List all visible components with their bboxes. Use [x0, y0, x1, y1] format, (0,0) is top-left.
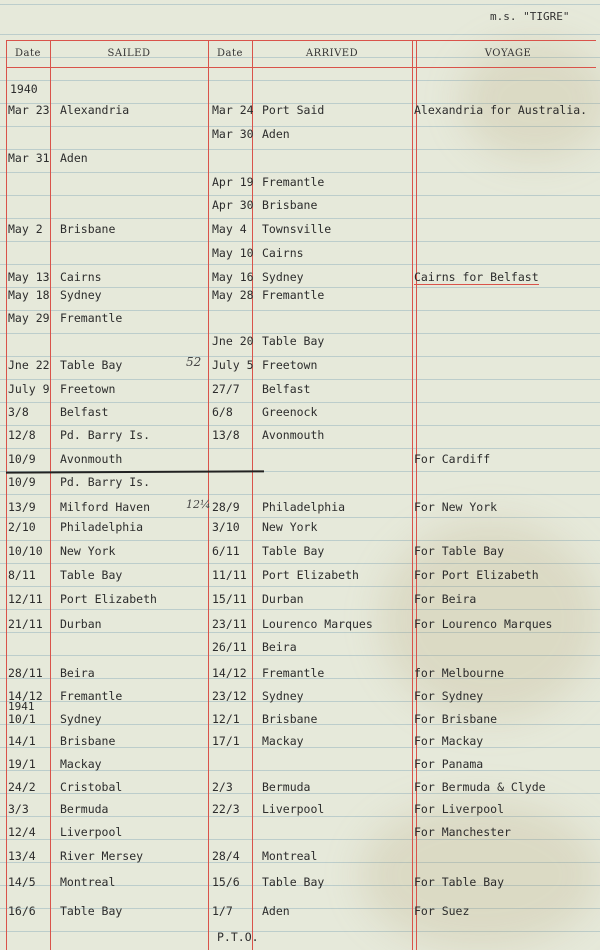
sailed-port: Fremantle	[60, 689, 123, 703]
arrived-date: 13/8	[212, 428, 240, 442]
sailed-port: Avonmouth	[60, 452, 123, 466]
voyage-note: For Panama	[414, 757, 484, 771]
voyage-note: For Liverpool	[414, 802, 505, 816]
sailed-date: 13/9	[8, 500, 36, 514]
year-label: 1941	[8, 700, 35, 713]
table-row	[0, 544, 600, 564]
arrived-date: 26/11	[212, 640, 247, 654]
arrived-date: 15/6	[212, 875, 240, 889]
sailed-port: Sydney	[60, 712, 102, 726]
sailed-port: Pd. Barry Is.	[60, 475, 151, 489]
table-row	[0, 666, 600, 686]
voyage-note: Alexandria for Australia.	[414, 103, 588, 117]
arrived-date: 1/7	[212, 904, 233, 918]
sailed-port: Liverpool	[60, 825, 123, 839]
voyage-note: For Table Bay	[414, 875, 505, 889]
arrived-date: Mar 24	[212, 103, 254, 117]
arrived-date: 3/10	[212, 520, 240, 534]
arrived-port: Mackay	[262, 734, 304, 748]
arrived-date: 28/9	[212, 500, 240, 514]
sailed-date: 10/1	[8, 712, 36, 726]
header-bottom-rule	[6, 67, 596, 68]
sailed-port: River Mersey	[60, 849, 144, 863]
arrived-port: Table Bay	[262, 875, 325, 889]
table-row	[0, 475, 600, 495]
sailed-port: Table Bay	[60, 904, 123, 918]
arrived-port: Sydney	[262, 270, 304, 284]
sailed-port: Milford Haven	[60, 500, 151, 514]
table-row	[0, 825, 600, 845]
sailed-port: Brisbane	[60, 222, 116, 236]
header-arrived: ARRIVED	[305, 48, 359, 59]
arrived-date: Jne 20	[212, 334, 254, 348]
table-row	[0, 568, 600, 588]
arrived-date: Apr 19	[212, 175, 254, 189]
header-date-sailed: Date	[15, 48, 41, 59]
sailed-date: 28/11	[8, 666, 43, 680]
sailed-date: 14/1	[8, 734, 36, 748]
sailed-date: 14/12	[8, 689, 43, 703]
table-row	[0, 358, 600, 378]
arrived-port: Durban	[262, 592, 304, 606]
table-row	[0, 198, 600, 218]
sailed-port: Cristobal	[60, 780, 123, 794]
sailed-date: 12/11	[8, 592, 43, 606]
table-row	[0, 712, 600, 732]
table-row	[0, 103, 600, 123]
arrived-date: 11/11	[212, 568, 247, 582]
sailed-port: New York	[60, 544, 116, 558]
table-row	[0, 405, 600, 425]
arrived-date: 17/1	[212, 734, 240, 748]
arrived-date: 28/4	[212, 849, 240, 863]
arrived-date: 22/3	[212, 802, 240, 816]
voyage-note: For Sydney	[414, 689, 484, 703]
table-row	[0, 617, 600, 637]
voyage-note: For Beira	[414, 592, 477, 606]
sailed-date: May 13	[8, 270, 50, 284]
sailed-date: 3/8	[8, 405, 29, 419]
table-row	[0, 175, 600, 195]
sailed-date: Jne 22	[8, 358, 50, 372]
arrived-port: Fremantle	[262, 175, 325, 189]
sailed-port: Table Bay	[60, 568, 123, 582]
header-voyage: VOYAGE	[484, 48, 532, 59]
year-label: 1940	[10, 82, 38, 96]
sailed-port: Sydney	[60, 288, 102, 302]
sailed-date: 10/10	[8, 544, 43, 558]
sailed-port: Brisbane	[60, 734, 116, 748]
sailed-port: Beira	[60, 666, 95, 680]
sailed-port: Aden	[60, 151, 88, 165]
sailed-port: Bermuda	[60, 802, 109, 816]
arrived-date: 23/12	[212, 689, 247, 703]
voyage-note: For Brisbane	[414, 712, 498, 726]
sailed-port: Pd. Barry Is.	[60, 428, 151, 442]
arrived-port: Avonmouth	[262, 428, 325, 442]
table-row	[0, 311, 600, 331]
arrived-date: 6/8	[212, 405, 233, 419]
sailed-date: Mar 23	[8, 103, 50, 117]
sailed-port: Philadelphia	[60, 520, 144, 534]
arrived-port: Table Bay	[262, 544, 325, 558]
voyage-note: for Melbourne	[414, 666, 505, 680]
header-date-arrived: Date	[217, 48, 243, 59]
voyage-note: For Table Bay	[414, 544, 505, 558]
arrived-port: Philadelphia	[262, 500, 346, 514]
sailed-date: 2/10	[8, 520, 36, 534]
arrived-port: Aden	[262, 127, 290, 141]
table-row	[0, 640, 600, 660]
sailed-date: 12/4	[8, 825, 36, 839]
arrived-port: Liverpool	[262, 802, 325, 816]
table-row	[0, 780, 600, 800]
page-turn-note: P.T.O.	[217, 930, 259, 944]
arrived-port: Belfast	[262, 382, 311, 396]
voyage-note: For Lourenco Marques	[414, 617, 553, 631]
table-row	[0, 875, 600, 895]
arrived-port: Port Elizabeth	[262, 568, 359, 582]
voyage-note: For Bermuda & Clyde	[414, 780, 546, 794]
sailed-date: 21/11	[8, 617, 43, 631]
arrived-date: May 4	[212, 222, 247, 236]
arrived-port: Brisbane	[262, 198, 318, 212]
header-sailed: SAILED	[107, 48, 151, 59]
arrived-port: Townsville	[262, 222, 332, 236]
sailed-date: 13/4	[8, 849, 36, 863]
ship-title: m.s. "TIGRE"	[490, 10, 570, 23]
table-row	[0, 151, 600, 171]
arrived-port: Freetown	[262, 358, 318, 372]
table-row	[0, 270, 600, 290]
arrived-date: 27/7	[212, 382, 240, 396]
table-row	[0, 904, 600, 924]
sailed-date: 24/2	[8, 780, 36, 794]
table-row	[0, 246, 600, 266]
arrived-date: 14/12	[212, 666, 247, 680]
table-row	[0, 382, 600, 402]
arrived-date: 6/11	[212, 544, 240, 558]
table-row	[0, 757, 600, 777]
arrived-port: Bermuda	[262, 780, 311, 794]
arrived-port: Greenock	[262, 405, 318, 419]
sailed-port: Durban	[60, 617, 102, 631]
voyage-note: Cairns for Belfast	[414, 270, 539, 284]
sailed-date: May 29	[8, 311, 50, 325]
arrived-port: Port Said	[262, 103, 325, 117]
table-row	[0, 334, 600, 354]
arrived-date: Apr 30	[212, 198, 254, 212]
arrived-date: May 28	[212, 288, 254, 302]
arrived-port: Aden	[262, 904, 290, 918]
arrived-date: 23/11	[212, 617, 247, 631]
voyage-note: For Suez	[414, 904, 470, 918]
arrived-date: 2/3	[212, 780, 233, 794]
sailed-date: 12/8	[8, 428, 36, 442]
arrived-port: Fremantle	[262, 666, 325, 680]
sailed-date: 14/5	[8, 875, 36, 889]
sailed-port: Fremantle	[60, 311, 123, 325]
arrived-port: Sydney	[262, 689, 304, 703]
arrived-port: Montreal	[262, 849, 318, 863]
sailed-port: Mackay	[60, 757, 102, 771]
sailed-port: Alexandria	[60, 103, 130, 117]
sailed-date: July 9	[8, 382, 50, 396]
table-row	[0, 520, 600, 540]
sailed-date: May 2	[8, 222, 43, 236]
table-row	[0, 452, 600, 472]
margin-note: 52	[186, 355, 202, 369]
sailed-date: 10/9	[8, 452, 36, 466]
table-row	[0, 734, 600, 754]
sailed-port: Belfast	[60, 405, 109, 419]
arrived-date: May 16	[212, 270, 254, 284]
sailed-date: 8/11	[8, 568, 36, 582]
arrived-port: Beira	[262, 640, 297, 654]
voyage-note: For Mackay	[414, 734, 484, 748]
arrived-date: 15/11	[212, 592, 247, 606]
arrived-port: Cairns	[262, 246, 304, 260]
sailed-date: 10/9	[8, 475, 36, 489]
arrived-port: New York	[262, 520, 318, 534]
voyage-note: For New York	[414, 500, 498, 514]
arrived-port: Table Bay	[262, 334, 325, 348]
sailed-port: Port Elizabeth	[60, 592, 157, 606]
sailed-port: Freetown	[60, 382, 116, 396]
sailed-port: Montreal	[60, 875, 116, 889]
table-row	[0, 849, 600, 869]
sailed-port: Table Bay	[60, 358, 123, 372]
sailed-date: Mar 31	[8, 151, 50, 165]
voyage-note: For Cardiff	[414, 452, 491, 466]
arrived-date: Mar 30	[212, 127, 254, 141]
arrived-date: 12/1	[212, 712, 240, 726]
sailed-date: 3/3	[8, 802, 29, 816]
table-row	[0, 428, 600, 448]
voyage-note: For Port Elizabeth	[414, 568, 539, 582]
sailed-date: 16/6	[8, 904, 36, 918]
arrived-port: Fremantle	[262, 288, 325, 302]
voyage-note: For Manchester	[414, 825, 511, 839]
sailed-date: May 18	[8, 288, 50, 302]
table-row	[0, 500, 600, 520]
arrived-date: July 5	[212, 358, 254, 372]
table-row	[0, 689, 600, 709]
arrived-date: May 10	[212, 246, 254, 260]
table-row	[0, 288, 600, 308]
arrived-port: Lourenco Marques	[262, 617, 373, 631]
sailed-date: 19/1	[8, 757, 36, 771]
table-row	[0, 802, 600, 822]
header-top-rule	[6, 40, 596, 41]
table-row	[0, 592, 600, 612]
section-divider	[6, 470, 264, 473]
table-row	[0, 222, 600, 242]
margin-note: 12¼	[186, 498, 211, 511]
arrived-port: Brisbane	[262, 712, 318, 726]
table-row	[0, 127, 600, 147]
sailed-port: Cairns	[60, 270, 102, 284]
